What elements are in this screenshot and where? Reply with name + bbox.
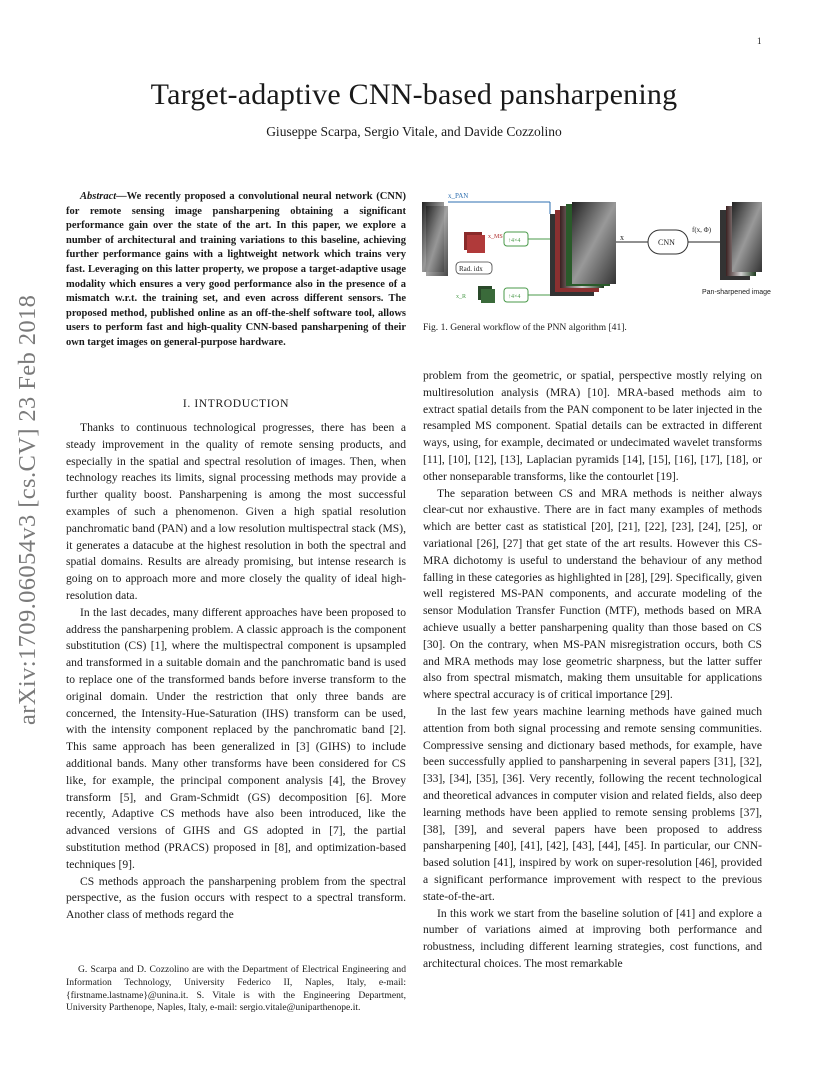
abstract-label: Abstract bbox=[80, 191, 117, 202]
figure-pnn-workflow bbox=[420, 188, 771, 316]
right-paragraph-4: In this work we start from the baseline solution of [41] and explore a number of variations aimed at improving both performance and robustness, including different learning strategies, cost functions, and architectural choices. The most remarkable bbox=[423, 906, 762, 970]
label-f: f(x, Φ) bbox=[692, 226, 712, 234]
abstract-text: —We recently proposed a convolutional neural network (CNN) for remote sensing image pansharpening obtaining a significant performance gain over the state of the art. In this paper, we explore a number of architectural and training variations to this baseline, achieving further performance gains with a lightweight network which trains very fast. Leveraging on this latter property, we propose a target-adaptive usage modality which ensures a very good performance also in the presence of a mismatch w.r.t. the training set, and even across different sensors. The proposed method, published online as an off-the-shelf software tool, allows users to perform fast and high-quality CNN-based pansharpening of their own target images on general-purpose hardware. bbox=[66, 191, 406, 348]
arxiv-sidebar-stamp: arXiv:1709.06054v3 [cs.CV] 23 Feb 2018 bbox=[14, 294, 41, 725]
left-paragraph-3: CS methods approach the pansharpening problem from the spectral perspective, as the fusion occurs with respect to a spectral transform. Another class of methods regard the bbox=[66, 874, 406, 922]
paper-title: Target-adaptive CNN-based pansharpening bbox=[150, 78, 678, 111]
section-heading: I. INTRODUCTION bbox=[182, 397, 290, 410]
stacked-input bbox=[550, 202, 616, 296]
label-x: x bbox=[620, 233, 624, 242]
left-paragraph-1: Thanks to continuous technological progresses, there has been a steady improvement in the quality of remote sensing products, and especially in the spatial and spectral resolution of images. Then, when technology reaches its limits, signal processing methods may provide a further quality boost. Pansharpening is among the most successful examples of such a phenomenon. Given a high spatial resolution panchromatic band (PAN) and a low resolution multispectral stack (MS), it generates a datacube at the highest resolution in both the spectral and spatial domains. Results are already promising, but intense research is going on to approach more and more closely the quality of ideal high-resolution data. bbox=[66, 421, 406, 602]
label-pan: x_PAN bbox=[448, 192, 469, 200]
page-number: 1 bbox=[757, 36, 762, 46]
label-cnn: CNN bbox=[658, 238, 675, 247]
label-up-ms: ↑4×4 bbox=[508, 238, 521, 244]
label-xr: x_R bbox=[456, 294, 467, 300]
right-paragraph-2: The separation between CS and MRA methods is neither always clear-cut nor exhaustive. There are in fact many examples of methods which are better cast as statistical [20], [21], [22], [23], [24], [25], or variational [26], [27] that get state of the art results. However this CS-MRA dichotomy is useful to understand the behaviour of any method falling in these categories as highlighted in [28], [29]. Specifically, given well registered MS-PAN components, and accurate modeling of the sensor Modulation Transfer Function (MTF), methods based on MRA achieve usually a better pansharpening quality than those based on CS [30]. On the contrary, when MS-PAN misregistration occurs, both CS and MRA methods may lose geometric sharpness, but the latter suffer also from spectral mismatch, making them unsuitable for applications where spectral accuracy is of critical importance [29]. bbox=[423, 486, 762, 702]
ms-image bbox=[464, 232, 485, 253]
label-rad: Rad. idx bbox=[459, 265, 483, 273]
left-column bbox=[66, 420, 406, 924]
right-paragraph-1: problem from the geometric, or spatial, perspective mostly relying on multiresolution analysis (MRA) [10]. MRA-based methods aim to extract spatial details from the PAN component to be later injected in the resampled MS component. Spatial details can be extracted in different ways, using, for example, decimated or undecimated wavelet transforms [11], [10], [12], [13], Laplacian pyramids [14], [15], [16], [17], [18], or other nonseparable transforms, like the contourlet [19]. bbox=[423, 369, 762, 483]
label-up-xr: ↑4×4 bbox=[508, 294, 521, 300]
abstract bbox=[66, 190, 406, 351]
authors: Giuseppe Scarpa, Sergio Vitale, and Davide Cozzolino bbox=[266, 124, 562, 139]
left-paragraph-2: In the last decades, many different approaches have been proposed to address the pansharpening problem. A classic approach is the component substitution (CS) [1], where the multispectral component is upsampled and transformed in a suitable domain and the panchromatic band is used to replace one of the transformed bands before inverse transform to the original domain. Under the restriction that only three bands are concerned, the Intensity-Hue-Saturation (IHS) transform can be used, with the intensity component replaced by the panchromatic band [2]. This same approach has been generalized in [3] (GIHS) to include additional bands. Many other transforms have been considered for CS like, for example, the principal component analysis [4], the Brovey transform [5], and Gram-Schmidt (GS) decomposition [6]. More recently, Adaptive CS methods have also been introduced, like the advanced versions of GIHS and GS adopted in [7], the partial substitution method (PRACS) proposed in [8], and optimization-based techniques [9]. bbox=[66, 605, 406, 871]
pan-image bbox=[422, 202, 448, 276]
xr-image bbox=[478, 286, 495, 303]
right-column bbox=[423, 368, 762, 973]
right-paragraph-3: In the last few years machine learning methods have gained much attention from both signal processing and remote sensing communities. Compressive sensing and dictionary based methods, for example, have been successfully applied to pansharpening in several papers [31], [32], [33], [34], [35], [36]. Very recently, following the recent technological and theoretical advances in computer vision and related fields, also deep learning methods have been applied to remote sensing problems [37], [38], [39], and several papers have been proposed to address pansharpening [40], [41], [42], [43], [44], [45]. In particular, our CNN-based solution [41], inspired by work on super-resolution [46], provided a significant performance improvement with respect to the previous state-of-the-art. bbox=[423, 704, 762, 903]
label-out: Pan-sharpened image bbox=[702, 289, 771, 296]
label-ms: x_MS bbox=[488, 234, 503, 240]
figure-caption: Fig. 1. General workflow of the PNN algorithm [41]. bbox=[423, 322, 627, 333]
output-image bbox=[720, 202, 762, 280]
footnote: G. Scarpa and D. Cozzolino are with the Department of Electrical Engineering and Information Technology, University Federico II, Naples, Italy, e-mail: {firstname.lastname}@unina.it. S. Vitale is with the Engineering Department, University Parthenope, Naples, Italy, e-mail: sergio.vitale@uniparthenope.it. bbox=[66, 964, 406, 1014]
